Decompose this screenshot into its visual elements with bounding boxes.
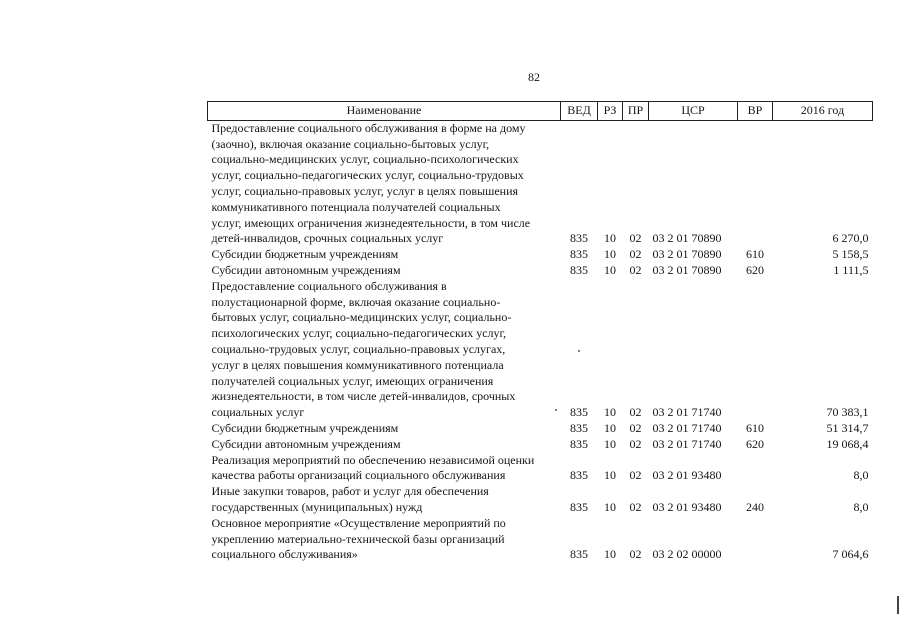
header-csr: ЦСР	[649, 102, 738, 121]
name-line: услуг, имеющих ограничения жизнедеятельности, в том числе	[211, 215, 531, 230]
cell-pr: 02	[629, 231, 642, 246]
table-header-row	[208, 102, 873, 121]
cell-csr: 03 2 01 71740	[652, 405, 722, 420]
cell-vr	[738, 453, 773, 485]
cell-ved: 835	[570, 262, 588, 277]
name-line: Субсидии автономным учреждениям	[211, 436, 401, 451]
header-vr: ВР	[738, 102, 773, 121]
name-line: государственных (муниципальных) нужд	[211, 499, 423, 514]
cell-rz: 10	[604, 262, 616, 277]
name-line: Предоставление социального обслуживания в форме на дому	[211, 120, 526, 135]
name-line: психологических услуг, социально-педагогических услуг,	[211, 326, 507, 341]
header-pr: ПР	[623, 102, 649, 121]
name-line: услуг, социально-педагогических услуг, социально-трудовых	[211, 168, 524, 183]
cell-name	[208, 516, 561, 563]
cell-csr: 03 2 01 71740	[652, 436, 722, 451]
name-line: Субсидии бюджетным учреждениям	[211, 247, 399, 262]
table-row	[208, 516, 873, 563]
budget-table	[207, 101, 873, 563]
cell-ved: 835	[570, 420, 588, 435]
header-ved: ВЕД	[561, 102, 598, 121]
cell-rz: 10	[604, 499, 616, 514]
table-row	[208, 263, 873, 279]
cell-name	[208, 421, 561, 437]
name-line: Реализация мероприятий по обеспечению независимой оценки	[211, 452, 535, 467]
cell-amount: 19 068,4	[826, 436, 869, 451]
table-row	[208, 120, 873, 247]
name-line: полустационарной форме, включая оказание социально-	[211, 294, 501, 309]
cell-amount: 70 383,1	[826, 405, 869, 420]
name-line: Иные закупки товаров, работ и услуг для обеспечения	[211, 484, 489, 499]
table-row	[208, 484, 873, 516]
cell-rz: 10	[604, 247, 616, 262]
cell-ved: 835	[570, 547, 588, 562]
cell-name	[208, 453, 561, 485]
cell-vr: 610	[746, 420, 764, 435]
name-line: социального обслуживания»	[211, 547, 358, 562]
cell-csr: 03 2 01 70890	[652, 262, 722, 277]
cell-rz: 10	[604, 405, 616, 420]
cell-pr: 02	[629, 247, 642, 262]
cell-name	[208, 263, 561, 279]
cell-name	[208, 437, 561, 453]
cell-pr: 02	[629, 436, 642, 451]
name-line: услуг в целях повышения коммуникативного потенциала	[211, 357, 504, 372]
cell-vr	[738, 279, 773, 421]
name-line: получателей социальных услуг, имеющих ограничения	[211, 373, 494, 388]
cell-vr: 610	[746, 247, 764, 262]
cell-csr: 03 2 01 70890	[652, 247, 722, 262]
cell-ved: 835	[570, 231, 588, 246]
cell-ved: 835	[570, 405, 588, 420]
cell-vr	[738, 120, 773, 247]
cell-rz: 10	[604, 420, 616, 435]
cell-pr: 02	[629, 468, 642, 483]
cell-amount: 7 064,6	[832, 547, 869, 562]
table-row	[208, 437, 873, 453]
header-rz: РЗ	[598, 102, 623, 121]
cell-ved: 835	[570, 499, 588, 514]
cell-csr: 03 2 01 71740	[652, 420, 722, 435]
cell-ved: 835	[570, 247, 588, 262]
cell-ved: 835	[570, 436, 588, 451]
name-line: (заочно), включая оказание социально-бытовых услуг,	[211, 136, 490, 151]
page-number: 82	[528, 70, 540, 84]
cell-amount: 6 270,0	[832, 231, 869, 246]
cell-pr: 02	[629, 420, 642, 435]
table-row	[208, 453, 873, 485]
table-row	[208, 247, 873, 263]
name-line: бытовых услуг, социально-медицинских услуг, социально-	[211, 310, 512, 325]
scan-edge-mark	[897, 596, 899, 614]
table-row	[208, 279, 873, 421]
cell-ved: 835	[570, 468, 588, 483]
name-line: услуг, социально-правовых услуг, услуг в целях повышения	[211, 183, 519, 198]
name-line: Субсидии автономным учреждениям	[211, 262, 401, 277]
name-line: Основное мероприятие «Осуществление мероприятий по	[211, 515, 506, 530]
cell-name	[208, 247, 561, 263]
name-line: укреплению материально-технической базы организаций	[211, 531, 505, 546]
cell-rz: 10	[604, 436, 616, 451]
name-line: жизнедеятельности, в том числе детей-инвалидов, срочных	[211, 389, 516, 404]
cell-vr: 240	[746, 499, 764, 514]
cell-name	[208, 120, 561, 247]
name-line: Предоставление социального обслуживания в	[211, 278, 447, 293]
cell-csr: 03 2 01 93480	[652, 468, 722, 483]
cell-pr: 02	[629, 547, 642, 562]
cell-amount: 8,0	[853, 468, 869, 483]
name-line: социальных услуг	[211, 405, 305, 420]
name-line: Субсидии бюджетным учреждениям	[211, 420, 399, 435]
name-line: качества работы организаций социального обслуживания	[211, 468, 506, 483]
cell-amount: 5 158,5	[832, 247, 869, 262]
cell-vr: 620	[746, 262, 764, 277]
table-row	[208, 421, 873, 437]
cell-amount: 8,0	[853, 499, 869, 514]
cell-name	[208, 279, 561, 421]
name-line: коммуникативного потенциала получателей социальных	[211, 199, 501, 214]
cell-rz: 10	[604, 231, 616, 246]
header-year: 2016 год	[773, 102, 873, 121]
cell-rz: 10	[604, 468, 616, 483]
cell-rz: 10	[604, 547, 616, 562]
scan-speck	[578, 350, 580, 352]
table-body	[208, 120, 873, 563]
cell-pr: 02	[629, 499, 642, 514]
cell-amount: 51 314,7	[826, 420, 869, 435]
cell-csr: 03 2 01 93480	[652, 499, 722, 514]
cell-pr: 02	[629, 262, 642, 277]
cell-name	[208, 484, 561, 516]
cell-vr: 620	[746, 436, 764, 451]
cell-vr	[738, 516, 773, 563]
header-name: Наименование	[208, 102, 561, 121]
cell-amount: 1 111,5	[833, 262, 869, 277]
name-line: социально-трудовых услуг, социально-правовых услугах,	[211, 341, 506, 356]
scan-speck	[555, 409, 557, 411]
cell-csr: 03 2 02 00000	[652, 547, 722, 562]
cell-csr: 03 2 01 70890	[652, 231, 722, 246]
name-line: социально-медицинских услуг, социально-психологических	[211, 152, 519, 167]
name-line: детей-инвалидов, срочных социальных услуг	[211, 231, 444, 246]
cell-pr: 02	[629, 405, 642, 420]
